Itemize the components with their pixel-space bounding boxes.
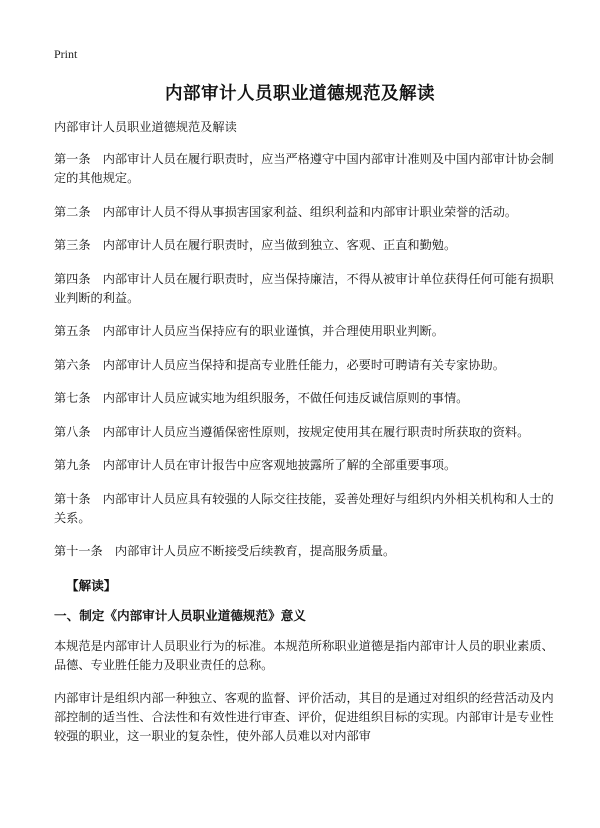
section-heading: 一、制定《内部审计人员职业道德规范》意义 — [54, 607, 306, 623]
article-5: 第五条 内部审计人员应当保持应有的职业谨慎，并合理使用职业判断。 — [54, 324, 444, 338]
document-body — [54, 118, 554, 761]
document-subtitle: 内部审计人员职业道德规范及解读 — [54, 120, 237, 134]
document-title: 内部审计人员职业道德规范及解读 — [165, 84, 435, 104]
article-11: 第十一条 内部审计人员应不断接受后续教育，提高服务质量。 — [54, 544, 396, 558]
article-6: 第六条 内部审计人员应当保持和提高专业胜任能力，必要时可聘请有关专家协助。 — [54, 357, 505, 372]
commentary-label: 【解读】 — [66, 577, 117, 593]
article-9: 第九条 内部审计人员在审计报告中应客观地披露所了解的全部重要事项。 — [54, 458, 457, 472]
article-10: 第十条 内部审计人员应具有较强的人际交往技能，妥善处理好与组织内外相关机构和人士的关系。 — [54, 491, 554, 525]
article-4: 第四条 内部审计人员在履行职责时，应当保持廉洁，不得从被审计单位获得任何可能有损职业判断的利益。 — [54, 271, 554, 305]
paragraph-2: 内部审计是组织内部一种独立、客观的监督、评价活动，其目的是通过对组织的经营活动及内部控制的适当性、合法性和有效性进行审查、评价，促进组织目标的实现。内部审计是专业性较强的职业，这一职业的复杂性，使外部人员难以对内部审 — [54, 691, 554, 743]
article-8: 第八条 内部审计人员应当遵循保密性原则，按规定使用其在履行职责时所获取的资料。 — [54, 424, 530, 439]
article-3: 第三条 内部审计人员在履行职责时，应当做到独立、客观、正直和勤勉。 — [54, 238, 457, 252]
article-1: 第一条 内部审计人员在履行职责时，应当严格遵守中国内部审计准则及中国内部审计协会制定的其他规定。 — [54, 152, 554, 185]
print-label: Print — [54, 47, 78, 61]
paragraph-1: 本规范是内部审计人员职业行为的标准。本规范所称职业道德是指内部审计人员的职业素质、品德、专业胜任能力及职业责任的总称。 — [54, 638, 554, 672]
article-2: 第二条 内部审计人员不得从事损害国家利益、组织利益和内部审计职业荣誉的活动。 — [54, 204, 518, 219]
article-7: 第七条 内部审计人员应诚实地为组织服务，不做任何违反诚信原则的事情。 — [54, 391, 469, 405]
